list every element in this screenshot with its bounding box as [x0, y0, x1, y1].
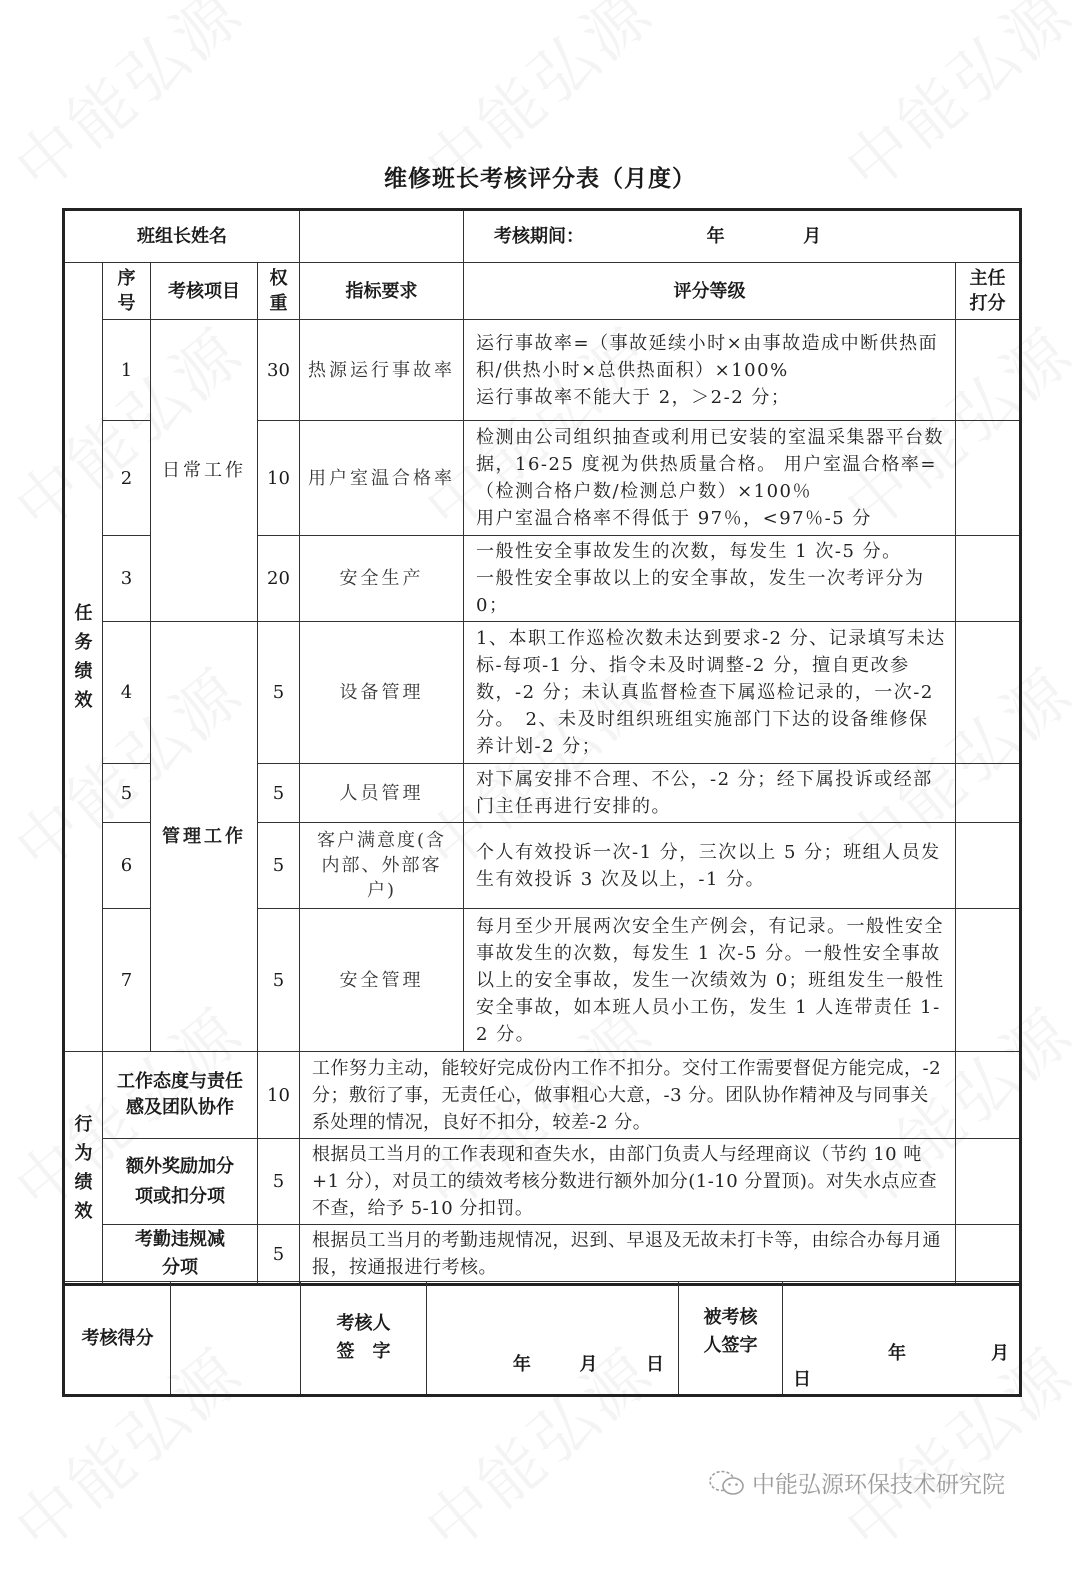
- seq-cell: 2: [103, 421, 151, 536]
- score-input[interactable]: [956, 764, 1021, 823]
- col-item: 考核项目: [151, 263, 258, 320]
- section-behavior-label: 行为绩效: [74, 1113, 93, 1222]
- requirement-cell: 用户室温合格率: [300, 421, 464, 536]
- score-input[interactable]: [956, 1225, 1021, 1285]
- total-score-field[interactable]: [171, 1282, 301, 1396]
- grading-cell: 个人有效投诉一次-1 分，三次以上 5 分；班组人员发生有效投诉 3 次及以上，-1 分。: [464, 823, 956, 909]
- requirement-cell: 热源运行事故率: [300, 320, 464, 421]
- assessee-day: 日: [793, 1369, 811, 1390]
- requirement-cell: 客户满意度(含内部、外部客户): [300, 823, 464, 909]
- seq-cell: 3: [103, 536, 151, 622]
- page-title: 维修班长考核评分表（月度）: [384, 166, 696, 192]
- col-requirement: 指标要求: [300, 263, 464, 320]
- requirement-cell: 人员管理: [300, 764, 464, 823]
- footer-brand-text: 中能弘源环保技术研究院: [752, 1472, 1005, 1498]
- col-seq: 序号: [103, 263, 151, 320]
- leader-name-field[interactable]: [300, 210, 464, 263]
- behavior-item-cell: 工作态度与责任感及团队协作: [103, 1052, 258, 1139]
- weight-cell: 5: [258, 622, 300, 764]
- weight-cell: 5: [258, 1225, 300, 1285]
- score-input[interactable]: [956, 1139, 1021, 1225]
- seq-cell: 7: [103, 909, 151, 1052]
- grading-cell: 一般性安全事故发生的次数，每发生 1 次-5 分。 一般性安全事故以上的安全事故，发生一次考评分为 0；: [464, 536, 956, 622]
- table-row: [64, 1225, 1021, 1285]
- assessor-signature-label: 考核人签 字: [301, 1282, 427, 1396]
- weight-cell: 20: [258, 536, 300, 622]
- score-input[interactable]: [956, 622, 1021, 764]
- seq-cell: 4: [103, 622, 151, 764]
- assessee-year: 年: [888, 1343, 906, 1364]
- signature-table: [62, 1281, 1022, 1397]
- assessor-year: 年: [512, 1354, 531, 1375]
- requirement-cell: 安全管理: [300, 909, 464, 1052]
- period-label: 考核期间：: [494, 226, 584, 247]
- evaluation-table: [62, 208, 1022, 1286]
- grading-cell: 根据员工当月的工作表现和查失水，由部门负责人与经理商议（节约 10 吨+1 分），对员工的绩效考核分数进行额外加分(1-10 分置顶)。对失水点应查不查，给予 5-10 分扣罚。: [300, 1139, 956, 1225]
- weight-cell: 10: [258, 421, 300, 536]
- score-input[interactable]: [956, 1052, 1021, 1139]
- group-daily-work: 日常工作: [151, 320, 258, 622]
- section-task-label: 任务绩效: [74, 603, 93, 711]
- assessor-month: 月: [579, 1354, 598, 1375]
- col-score: 主任打分: [956, 263, 1021, 320]
- grading-cell: 每月至少开展两次安全生产例会，有记录。一般性安全事故发生的次数，每发生 1 次-5 分。一般性安全事故以上的安全事故，发生一次绩效为 0；班组发生一般性安全事故，如本班人员小工伤，发生 1 人连带责任 1-2 分。: [464, 909, 956, 1052]
- assessee-signature-label: 被考核人签字: [679, 1282, 783, 1396]
- section-behavior-performance: [64, 1052, 103, 1285]
- weight-cell: 10: [258, 1052, 300, 1139]
- seq-cell: 1: [103, 320, 151, 421]
- table-row: [64, 1052, 1021, 1139]
- period-year-label: 年: [706, 226, 725, 247]
- period-field[interactable]: [464, 210, 1021, 263]
- total-score-label: 考核得分: [64, 1282, 171, 1396]
- grading-cell: 运行事故率=（事故延续小时×由事故造成中断供热面积/供热小时×总供热面积）×100% 运行事故率不能大于 2，＞2-2 分；: [464, 320, 956, 421]
- col-weight: 权重: [258, 263, 300, 320]
- weight-cell: 30: [258, 320, 300, 421]
- group-management-work: 管理工作: [151, 622, 258, 1052]
- table-row: [64, 320, 1021, 421]
- score-input[interactable]: [956, 823, 1021, 909]
- table-row: [64, 1139, 1021, 1225]
- seq-cell: 6: [103, 823, 151, 909]
- period-month-label: 月: [803, 226, 822, 247]
- score-input[interactable]: [956, 421, 1021, 536]
- grading-cell: 工作努力主动，能较好完成份内工作不扣分。交付工作需要督促方能完成，-2 分；敷衍了事，无责任心，做事粗心大意，-3 分。团队协作精神及与同事关系处理的情况，良好不扣分，较差-2 分。: [300, 1052, 956, 1139]
- grading-cell: 检测由公司组织抽查或利用已安装的室温采集器平台数据，16-25 度视为供热质量合格。 用户室温合格率=（检测合格户数/检测总户数）×100％ 用户室温合格率不得低于 97％，<97％-5 分: [464, 421, 956, 536]
- weight-cell: 5: [258, 909, 300, 1052]
- behavior-item-cell: 考勤违规减分项: [103, 1225, 258, 1285]
- leader-name-label: 班组长姓名: [64, 210, 300, 263]
- section-task-performance: [64, 263, 103, 1052]
- requirement-cell: 安全生产: [300, 536, 464, 622]
- grading-cell: 根据员工当月的考勤违规情况，迟到、早退及无故未打卡等，由综合办每月通报，按通报进行考核。: [300, 1225, 956, 1285]
- requirement-cell: 设备管理: [300, 622, 464, 764]
- weight-cell: 5: [258, 823, 300, 909]
- weight-cell: 5: [258, 764, 300, 823]
- assessor-signature-field[interactable]: [427, 1282, 679, 1396]
- grading-cell: 对下属安排不合理、不公，-2 分；经下属投诉或经部门主任再进行安排的。: [464, 764, 956, 823]
- score-input[interactable]: [956, 909, 1021, 1052]
- weight-cell: 5: [258, 1139, 300, 1225]
- behavior-item-cell: 额外奖励加分项或扣分项: [103, 1139, 258, 1225]
- col-grading: 评分等级: [464, 263, 956, 320]
- grading-cell: 1、本职工作巡检次数未达到要求-2 分、记录填写未达标-每项-1 分、指令未及时调整-2 分，擅自更改参数，-2 分；未认真监督检查下属巡检记录的，一次-2 分。 2、未及时组织班组实施部门下达的设备维修保养计划-2 分；: [464, 622, 956, 764]
- wechat-icon: [708, 1469, 746, 1497]
- seq-cell: 5: [103, 764, 151, 823]
- score-input[interactable]: [956, 536, 1021, 622]
- table-row: [64, 622, 1021, 764]
- footer-brand: [708, 1466, 1005, 1499]
- assessee-month: 月: [991, 1343, 1009, 1364]
- assessor-day: 日: [646, 1354, 664, 1375]
- assessee-signature-field[interactable]: [783, 1282, 1021, 1396]
- score-input[interactable]: [956, 320, 1021, 421]
